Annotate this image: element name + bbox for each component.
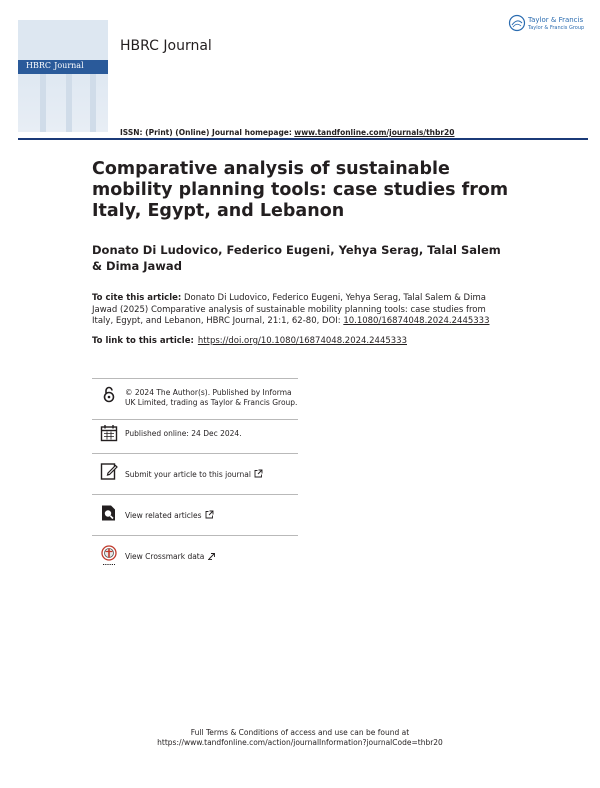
submit-article-label: Submit your article to this journal <box>125 470 251 479</box>
citation-doi-link[interactable]: 10.1080/16874048.2024.2445333 <box>343 316 490 326</box>
cover-stripe <box>40 74 46 132</box>
cover-title <box>26 61 84 71</box>
journal-cover-image <box>18 20 108 132</box>
journal-homepage-link[interactable]: www.tandfonline.com/journals/thbr20 <box>294 128 455 137</box>
article-title: Comparative analysis of sustainable mobility planning tools: case studies from Italy, Egypt, and Lebanon <box>92 159 509 221</box>
article-link-line <box>92 336 512 346</box>
external-link-icon <box>205 510 214 519</box>
cover-title-sub: Journal <box>54 61 84 70</box>
divider <box>92 419 298 420</box>
footer <box>0 728 600 748</box>
article-authors: Donato Di Ludovico, Federico Eugeni, Yehya Serag, Talal Salem & Dima Jawad <box>92 243 501 273</box>
article-doi-link[interactable]: https://doi.org/10.1080/16874048.2024.2445333 <box>197 336 407 346</box>
issn-line <box>120 128 455 137</box>
article-link-label: To link to this article: <box>92 336 194 346</box>
issn-label: ISSN: (Print) (Online) Journal homepage: <box>120 128 292 137</box>
open-access-icon <box>100 385 118 403</box>
footer-terms-text: Full Terms & Conditions of access and use can be found at <box>190 728 410 737</box>
related-articles-icon <box>100 504 118 522</box>
submit-article-link[interactable] <box>125 469 263 480</box>
cover-stripe <box>66 74 72 132</box>
license-text: © 2024 The Author(s). Published by Informa UK Limited, trading as Taylor & Francis Group. <box>125 388 298 407</box>
published-date: Published online: 24 Dec 2024. <box>125 429 242 438</box>
citation-text: Donato Di Ludovico, Federico Eugeni, Yehya Serag, Talal Salem & Dima Jawad (2025) Comparative analysis of sustainable mobility planning tools: case studies from Italy, Egypt, and Lebanon, HBRC Journal, 21:1, 62-80, DOI: <box>92 293 486 326</box>
divider <box>92 453 298 454</box>
cover-stripe <box>90 74 96 132</box>
related-articles-link[interactable] <box>125 510 214 521</box>
citation-label: To cite this article: <box>92 293 182 303</box>
divider <box>92 494 298 495</box>
publisher-logo-icon <box>508 14 526 32</box>
cover-title-main: HBRC <box>26 61 51 70</box>
crossmark-icon <box>100 545 118 567</box>
crossmark-link[interactable] <box>125 551 216 562</box>
publisher-logo <box>508 14 588 44</box>
publisher-name: Taylor & Francis <box>528 16 584 24</box>
publisher-group: Taylor & Francis Group <box>528 25 585 31</box>
external-link-icon <box>254 469 263 478</box>
calendar-icon <box>100 424 118 442</box>
header-rule <box>18 138 588 140</box>
crossmark-label: View Crossmark data <box>125 552 205 561</box>
divider <box>92 535 298 536</box>
submit-article-icon <box>100 462 118 480</box>
divider <box>92 378 298 379</box>
footer-journal-info-link[interactable]: https://www.tandfonline.com/action/journalInformation?journalCode=thbr20 <box>157 738 443 747</box>
related-articles-label: View related articles <box>125 511 202 520</box>
citation-block <box>92 293 502 328</box>
crossmark-external-icon <box>207 551 216 560</box>
journal-title: HBRC Journal <box>120 38 212 54</box>
